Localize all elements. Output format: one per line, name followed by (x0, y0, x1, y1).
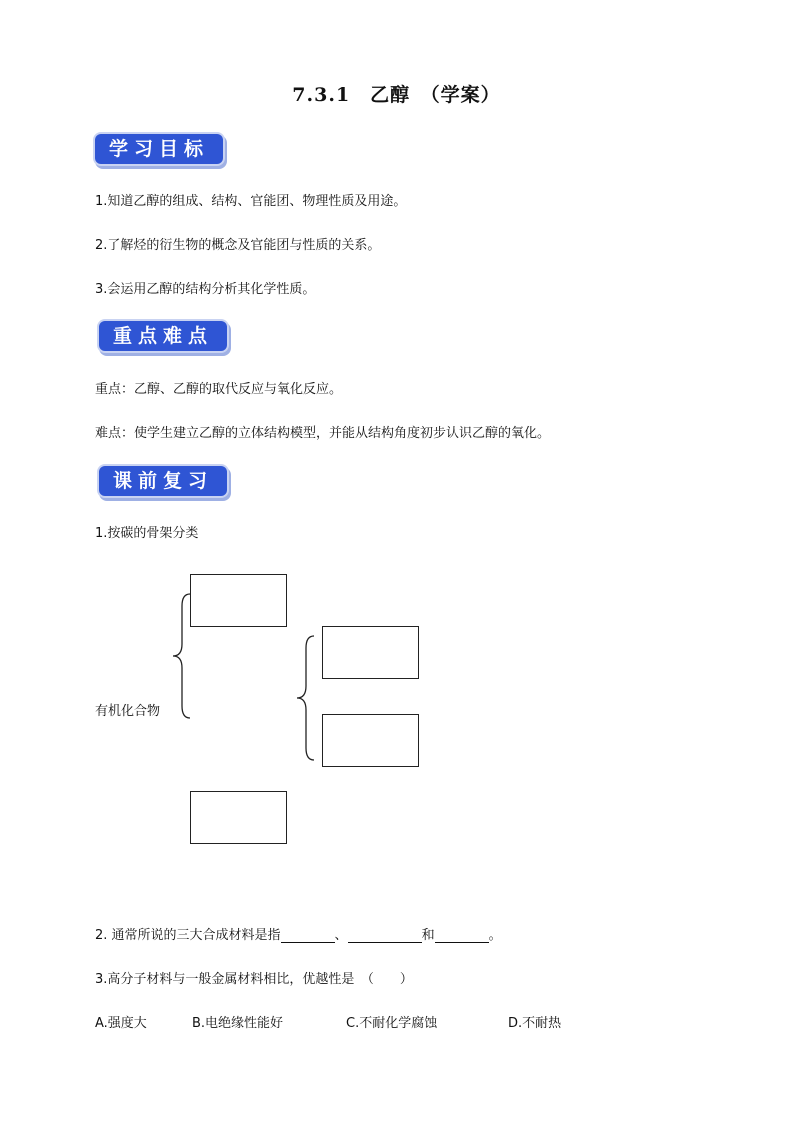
diagram-box-4 (190, 791, 287, 844)
separator-comma: 、 (334, 928, 348, 943)
diagram-box-3 (322, 714, 419, 767)
diagram-box-1 (190, 574, 287, 627)
option-b[interactable]: B.电绝缘性能好 (192, 1016, 284, 1031)
sentence-end: 。 (488, 928, 502, 943)
goal-item-2: 2.了解烃的衍生物的概念及官能团与性质的关系。 (95, 238, 381, 253)
option-a[interactable]: A.强度大 (95, 1016, 147, 1031)
answer-blank-3[interactable] (435, 928, 489, 943)
option-c[interactable]: C.不耐化学腐蚀 (346, 1016, 438, 1031)
keypoint-important: 重点：乙醇、乙醇的取代反应与氧化反应。 (95, 382, 343, 397)
section-heading-review: 课前复习 (99, 466, 227, 496)
goal-item-1: 1.知道乙醇的组成、结构、官能团、物理性质及用途。 (95, 194, 407, 209)
diagram-box-2 (322, 626, 419, 679)
section-heading-keypoints: 重点难点 (99, 321, 227, 351)
diagram-label-organic-compound: 有机化合物 (95, 704, 161, 719)
answer-blank-1[interactable] (281, 928, 335, 943)
inner-brace (294, 634, 318, 764)
question-3: 3.高分子材料与一般金属材料相比，优越性是 （ ） (95, 972, 413, 987)
keypoint-difficult: 难点：使学生建立乙醇的立体结构模型，并能从结构角度初步认识乙醇的氧化。 (95, 426, 551, 441)
question-2 (95, 924, 502, 943)
question-2-text: 2. 通常所说的三大合成材料是指 (95, 928, 281, 943)
separator-and: 和 (421, 928, 435, 943)
answer-blank-2[interactable] (348, 928, 422, 943)
goal-item-3: 3.会运用乙醇的结构分析其化学性质。 (95, 282, 316, 297)
page-title: 7.3.1 乙醇 （学案） (292, 84, 501, 106)
section-heading-goals: 学习目标 (95, 134, 223, 164)
question-1: 1.按碳的骨架分类 (95, 526, 199, 541)
option-d[interactable]: D.不耐热 (508, 1016, 562, 1031)
